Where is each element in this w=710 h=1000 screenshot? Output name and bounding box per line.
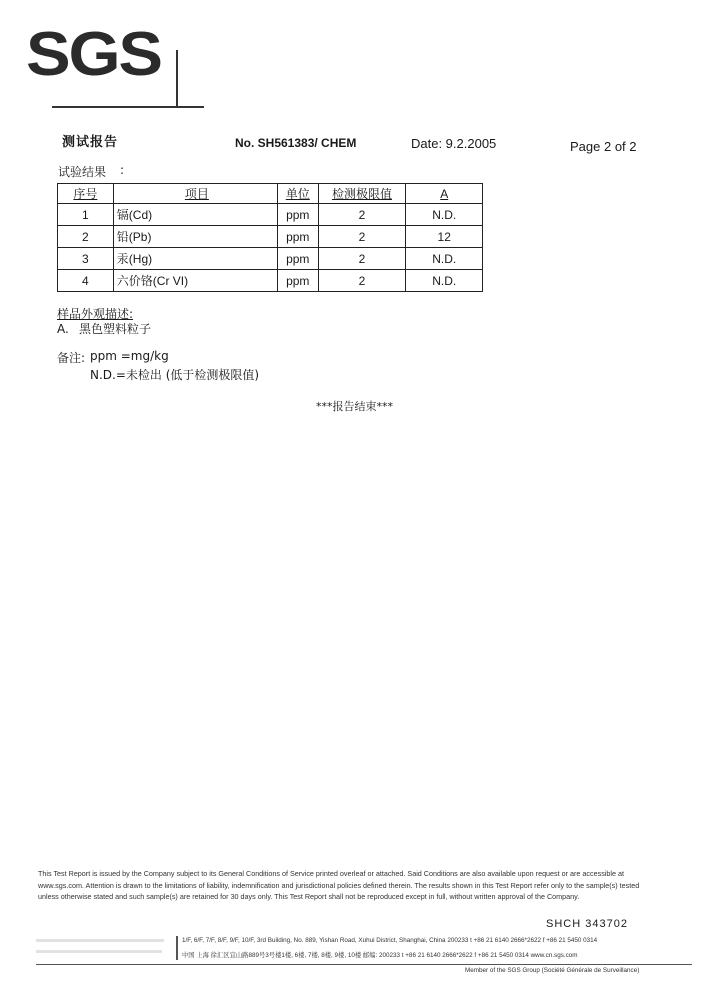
appearance-item <box>57 320 151 337</box>
cell-no: 4 <box>58 270 114 292</box>
document-code: SHCH 343702 <box>546 918 628 930</box>
cell-item: 镉(Cd) <box>113 204 277 226</box>
results-table <box>57 183 483 292</box>
logo-horizontal-rule <box>52 106 204 108</box>
faded-text-lines <box>36 936 168 960</box>
cell-limit: 2 <box>318 204 406 226</box>
end-of-report: ***报告结束*** <box>316 400 393 413</box>
col-header-item: 项目 <box>113 184 277 204</box>
address-divider <box>176 936 178 960</box>
col-header-unit: 单位 <box>277 184 318 204</box>
col-header-no: 序号 <box>58 184 114 204</box>
cell-item: 汞(Hg) <box>113 248 277 270</box>
appearance-label: 样品外观描述: <box>57 307 134 321</box>
cell-limit: 2 <box>318 226 406 248</box>
cell-unit: ppm <box>277 248 318 270</box>
cell-result: N.D. <box>406 270 483 292</box>
note-line-2: N.D.=未检出 (低于检测极限值) <box>90 368 260 382</box>
report-title: 测试报告 <box>62 135 119 150</box>
table-row <box>58 226 483 248</box>
cell-limit: 2 <box>318 248 406 270</box>
appearance-value: 黑色塑料粒子 <box>79 322 152 336</box>
col-header-limit: 检测极限值 <box>318 184 406 204</box>
note-line-1: ppm =mg/kg <box>90 349 169 363</box>
cell-limit: 2 <box>318 270 406 292</box>
table-row <box>58 204 483 226</box>
cell-item: 铅(Pb) <box>113 226 277 248</box>
results-label: 试验结果 <box>58 165 107 179</box>
report-date: Date: 9.2.2005 <box>411 136 497 151</box>
footer-rule <box>36 964 692 965</box>
cell-item: 六价铬(Cr VI) <box>113 270 277 292</box>
col-header-sample-a: A <box>406 184 483 204</box>
notes-label: 备注: <box>57 351 86 365</box>
member-statement: Member of the SGS Group (Société Générale de Surveillance) <box>465 967 640 974</box>
table-header-row <box>58 184 483 204</box>
cell-no: 2 <box>58 226 114 248</box>
address-english: 1/F, 6/F, 7/F, 8/F, 9/F, 10/F, 3rd Building, No. 889, Yishan Road, Xuhui District, Shanghai, China 200233 t +86 21 6140 2666*2622 f +86 21 5450 0314 <box>182 937 598 944</box>
table-row <box>58 248 483 270</box>
cell-no: 1 <box>58 204 114 226</box>
report-number: No. SH561383/ CHEM <box>235 136 357 150</box>
cell-unit: ppm <box>277 204 318 226</box>
table-row <box>58 270 483 292</box>
logo-vertical-rule <box>176 50 178 108</box>
cell-result: N.D. <box>406 204 483 226</box>
logo-text: SGS <box>26 20 161 89</box>
appearance-key: A. <box>57 322 69 336</box>
cell-unit: ppm <box>277 270 318 292</box>
faded-watermark-text <box>36 936 168 960</box>
sgs-logo <box>26 20 186 89</box>
address-chinese: 中国 上海 徐汇区宜山路889号3号楼1楼, 6楼, 7楼, 8楼, 9楼, 10楼 邮编: 200233 t +86 21 6140 2666*2622 f +86 21 5450 0314 www.cn.sgs.com <box>182 952 578 959</box>
page-indicator: Page 2 of 2 <box>570 139 637 154</box>
cell-unit: ppm <box>277 226 318 248</box>
cell-result: N.D. <box>406 248 483 270</box>
results-colon: : <box>120 163 125 177</box>
disclaimer-text: This Test Report is issued by the Company subject to its General Conditions of Service printed overleaf or attached. Said Conditions are also available upon request or are accessible at www.sgs.com. Attention is drawn to the limitations of liability, indemnification and jurisdictional policies defined therein. The results shown in this Test Report refer only to the sample(s) tested unless otherwise stated and such sample(s) are retained for 30 days only. This Test Report shall not be reproduced except in full, without written approval of the Company. <box>38 869 640 901</box>
cell-result: 12 <box>406 226 483 248</box>
cell-no: 3 <box>58 248 114 270</box>
